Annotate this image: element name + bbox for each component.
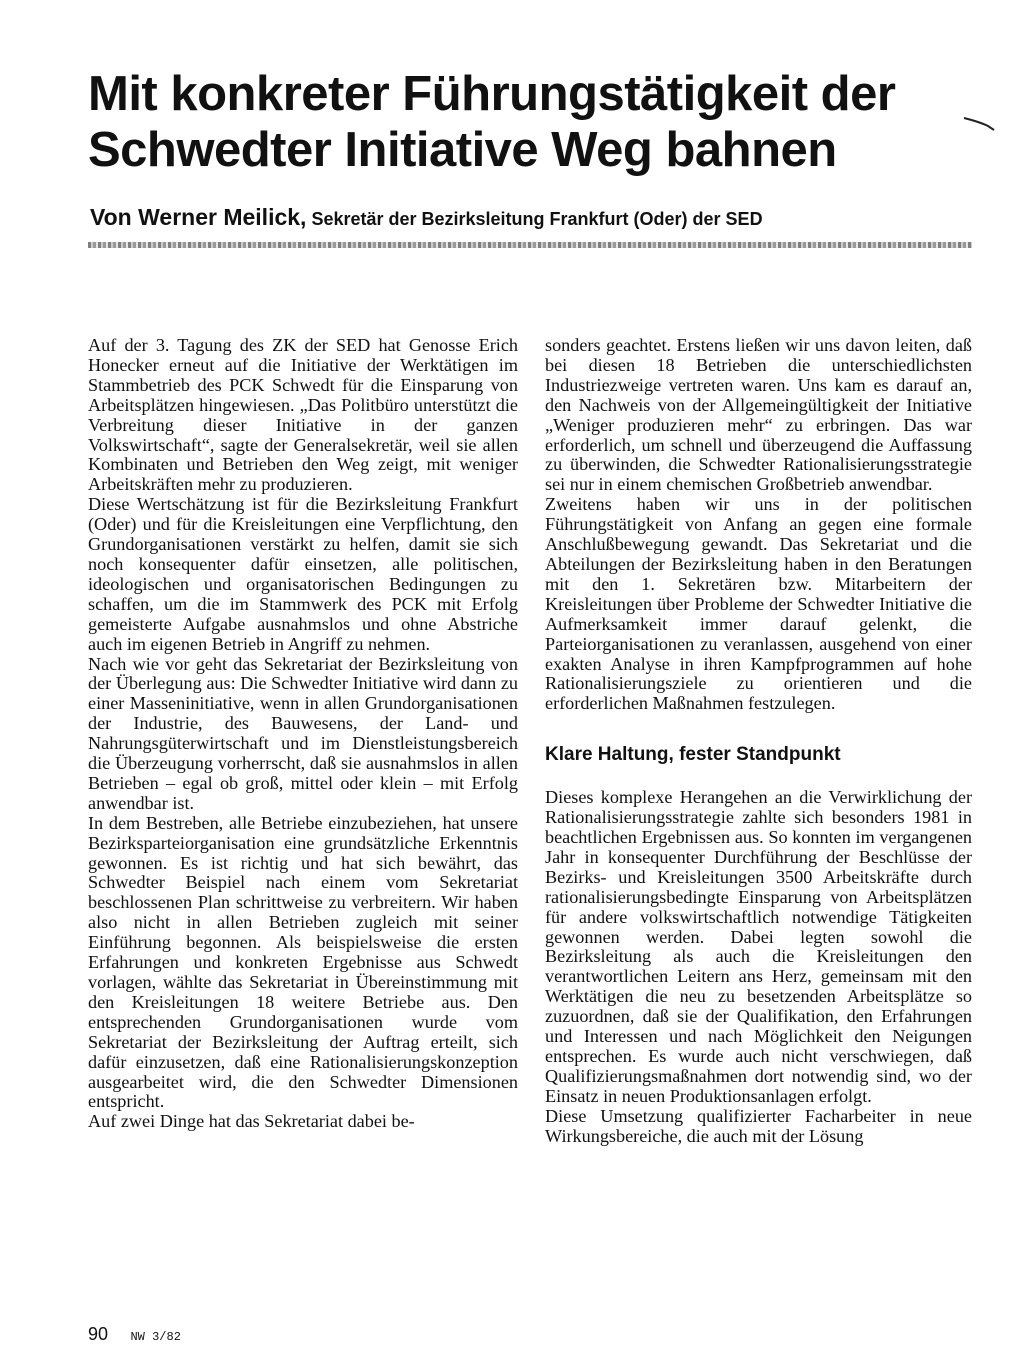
paragraph: Dieses komplexe Herangehen an die Verwirklichung der Rationalisierungsstrategie zahlte sich besonders 1981 in beachtlichen Ergebnissen aus. So konnten im vergangenen Jahr in konsequenter Durchführung der Beschlüsse der Bezirks- und Kreisleitungen 3500 Arbeitskräfte durch rationalisierungsbedingte Einsparung von Arbeitsplätzen für andere volkswirtschaftlich notwendige Tätigkeiten gewonnen werden. Dabei legten sowohl die Bezirksleitung als auch die Kreisleitungen den verantwortlichen Leitern ans Herz, gemeinsam mit den Werktätigen die neu zu besetzenden Arbeitsplätze so zuzuordnen, daß sie der Qualifikation, den Erfahrungen und Interessen und nach Möglichkeit den Neigungen entsprechen. Es wurde auch nicht verschwiegen, daß Qualifizierungsmaßnahmen dort notwendig sind, wo der Einsatz in neuen Produktionsanlagen erfolgt. [545, 787, 972, 1106]
page-number: 90 [88, 1324, 109, 1344]
right-column [545, 336, 972, 1147]
byline-role: Sekretär der Bezirksleitung Frankfurt (Oder) der SED [306, 209, 763, 229]
article-title-line-2: Schwedter Initiative Weg bahnen [88, 123, 837, 177]
byline [90, 204, 763, 231]
ink-mark-icon [962, 112, 996, 134]
section-subheading: Klare Haltung, fester Standpunkt [545, 744, 841, 766]
left-column [88, 336, 518, 1132]
paragraph: Diese Wertschätzung ist für die Bezirksleitung Frankfurt (Oder) und für die Kreisleitungen eine Verpflichtung, den Grundorganisationen verstärkt zu helfen, damit sie sich noch konsequenter dafür einsetzen, alle politischen, ideologischen und organisatorischen Bedingungen zu schaffen, um die im Stammwerk des PCK mit Erfolg gemeisterte Aufgabe ausnahmslos und ohne Abstriche auch im eigenen Betrieb in Angriff zu nehmen. [88, 494, 518, 654]
paragraph: Zweitens haben wir uns in der politischen Führungstätigkeit von Anfang an gegen eine formale Anschlußbewegung gewandt. Das Sekretariat und die Abteilungen der Bezirksleitung haben in den Beratungen mit den 1. Sekretären bzw. Mitarbeitern der Kreisleitungen über Probleme der Schwedter Initiative die Aufmerksamkeit immer darauf gelenkt, die Parteiorganisationen zu veranlassen, ausgehend von einer exakten Analyse in ihren Kampfprogrammen auf hohe Rationalisierungsziele zu orientieren und die erforderlichen Maßnahmen festzulegen. [545, 494, 972, 714]
paragraph: sonders geachtet. Erstens ließen wir uns davon leiten, daß bei diesen 18 Betrieben die unterschiedlichsten Industriezweige vertreten waren. Uns kam es darauf an, den Nachweis von der Allgemeingültigkeit der Initiative „Weniger produzieren mehr“ zu erbringen. Das war erforderlich, um schnell und überzeugend die Auffassung zu überwinden, die Schwedter Rationalisierungsstrategie sei nur in einem chemischen Großbetrieb anwendbar. [545, 335, 972, 495]
paragraph: Nach wie vor geht das Sekretariat der Bezirksleitung von der Überlegung aus: Die Schwedter Initiative wird dann zu einer Masseninitiative, wenn in allen Grundorganisationen der Industrie, des Bauwesens, der Land- und Nahrungsgüterwirtschaft und im Dienstleistungsbereich die Überzeugung vorherrscht, daß sie ausnahmslos in allen Betrieben – egal ob groß, mittel oder klein – mit Erfolg anwendbar ist. [88, 653, 518, 813]
paragraph: Auf der 3. Tagung des ZK der SED hat Genosse Erich Honecker erneut auf die Initiative der Werktätigen im Stammbetrieb des PCK Schwedt für die Einsparung von Arbeitsplätzen hingewiesen. „Das Politbüro unterstützt die Verbreitung dieser Initiative in der ganzen Volkswirtschaft“, sagte der Generalsekretär, weil sie allen Kombinaten und Betrieben den Weg zeigt, mit weniger Arbeitskräften mehr zu produzieren. [88, 335, 518, 495]
paragraph: Diese Umsetzung qualifizierter Facharbeiter in neue Wirkungsbereiche, die auch mit der Lösung [545, 1105, 972, 1146]
article-title-line-1: Mit konkreter Führungstätigkeit der [88, 67, 896, 121]
issue-label: NW 3/82 [130, 1330, 181, 1344]
paragraph: In dem Bestreben, alle Betriebe einzubeziehen, hat unsere Bezirksparteiorganisation eine grundsätzliche Erkenntnis gewonnen. Es ist richtig und hat sich bewährt, das Schwedter Beispiel nach einem vom Sekretariat beschlossenen Plan schrittweise zu verbreitern. Wir haben also nicht in allen Betrieben zugleich mit seiner Einführung begonnen. Als beispielsweise die ersten Erfahrungen und konkreten Ergebnisse aus Schwedt vorlagen, wählte das Sekretariat in Übereinstimmung mit den Kreisleitungen 18 weitere Betriebe aus. Den entsprechenden Grundorganisationen wurde vom Sekretariat der Bezirksleitung der Auftrag erteilt, sich dafür einzusetzen, daß eine Rationalisierungskonzeption ausgearbeitet wird, die den Schwedter Dimensionen entspricht. [88, 812, 518, 1112]
paragraph: Auf zwei Dinge hat das Sekretariat dabei be- [88, 1111, 415, 1132]
byline-author: Von Werner Meilick, [90, 204, 307, 230]
page-footer [88, 1324, 181, 1345]
title-rule-divider [88, 242, 972, 248]
article-title [88, 66, 988, 178]
